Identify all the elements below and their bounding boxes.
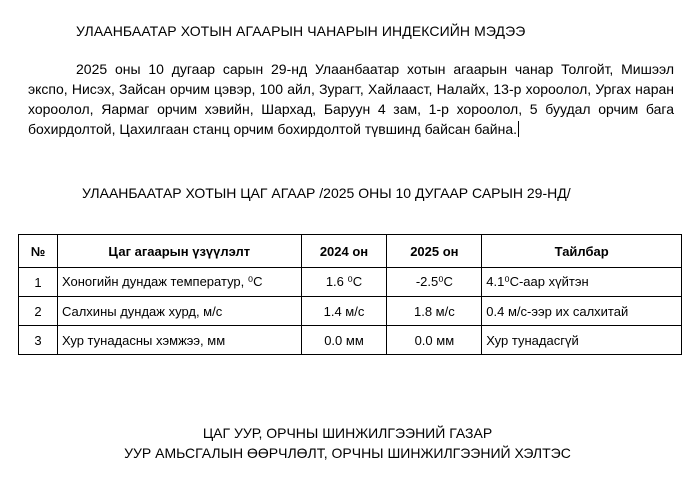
cell-number: 3 [19,326,58,355]
text-cursor [518,121,519,137]
cell-2024: 0.0 мм [301,326,387,355]
weather-table [18,234,682,355]
header-2024: 2024 он [301,235,387,268]
cell-number: 1 [19,268,58,297]
document-footer [0,423,695,463]
summary-paragraph[interactable] [28,59,674,139]
table-row [19,297,682,326]
header-number: № [19,235,58,268]
cell-indicator: Хоногийн дундаж температур, ⁰С [57,268,301,297]
cell-indicator: Хур тунадасны хэмжээ, мм [57,326,301,355]
cell-2024: 1.4 м/с [301,297,387,326]
table-row [19,268,682,297]
footer-department: ЦАГ УУР, ОРЧНЫ ШИНЖИЛГЭЭНИЙ ГАЗАР [202,425,493,441]
header-indicator: Цаг агаарын үзүүлэлт [57,235,301,268]
cell-2025: 1.8 м/с [387,297,482,326]
header-note: Тайлбар [482,235,682,268]
header-2025: 2025 он [387,235,482,268]
cell-2025: 0.0 мм [387,326,482,355]
cell-2025: -2.5⁰С [387,268,482,297]
table-title: УЛААНБААТАР ХОТЫН ЦАГ АГААР /2025 ОНЫ 10 ДУГААР САРЫН 29-НД/ [82,185,571,201]
cell-note: 0.4 м/с-ээр их салхитай [482,297,682,326]
table-header-row [19,235,682,268]
footer-division: УУР АМЬСГАЛЫН ӨӨРЧЛӨЛТ, ОРЧНЫ ШИНЖИЛГЭЭНИЙ ХЭЛТЭС [124,445,571,461]
cell-note: 4.1⁰С-аар хүйтэн [482,268,682,297]
table-row [19,326,682,355]
cell-2024: 1.6 ⁰С [301,268,387,297]
document-title: УЛААНБААТАР ХОТЫН АГААРЫН ЧАНАРЫН ИНДЕКСИЙН МЭДЭЭ [76,23,526,39]
summary-paragraph-text: 2025 оны 10 дугаар сарын 29-нд Улаанбаатар хотын агаарын чанар Толгойт, Мишээл экспо, Нисэх, Зайсан орчим цэвэр, 100 айл, Зурагт, Хайлааст, Налайх, 13-р хороолол, Ургах наран хороолол, Яармаг орчим хэвийн, Шархад, Баруун 4 зам, 1-р хороолол, 5 буудал орчим бага бохирдолтой, Цахилгаан станц орчим бохирдолтой түвшинд байсан байна. [28,61,674,137]
cell-number: 2 [19,297,58,326]
cell-note: Хур тунадасгүй [482,326,682,355]
cell-indicator: Салхины дундаж хурд, м/с [57,297,301,326]
